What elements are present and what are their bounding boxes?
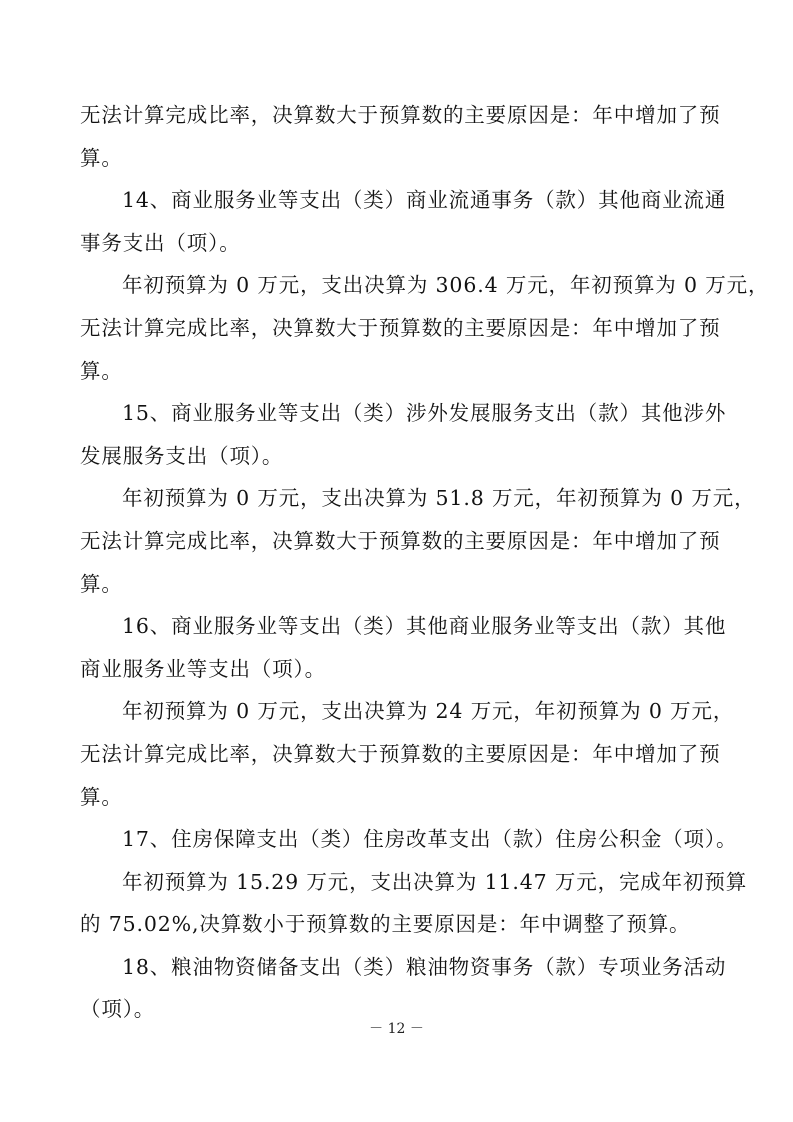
page-number: － 12 － [369, 1021, 424, 1037]
text-line: （项）。 [80, 997, 156, 1022]
text-line: 发展服务支出（项）。 [80, 443, 284, 468]
text-line: 无法计算完成比率，决算数大于预算数的主要原因是：年中增加了预 [80, 741, 721, 766]
text-line: 事务支出（项）。 [80, 230, 241, 255]
text-line: 年初预算为 0 万元，支出决算为 24 万元，年初预算为 0 万元， [122, 699, 735, 724]
text-line: 算。 [80, 784, 123, 809]
item-heading-18: 18、粮油物资储备支出（类）粮油物资事务（款）专项业务活动 [122, 954, 727, 979]
document-body [80, 94, 770, 1031]
text-line: 年初预算为 15.29 万元，支出决算为 11.47 万元，完成年初预算 [122, 869, 748, 894]
text-line: 无法计算完成比率，决算数大于预算数的主要原因是：年中增加了预 [80, 315, 721, 340]
text-line: 商业服务业等支出（项）。 [80, 656, 326, 681]
text-line: 无法计算完成比率，决算数大于预算数的主要原因是：年中增加了预 [80, 103, 721, 127]
text-line: 算。 [80, 571, 123, 596]
item-heading-14: 14、商业服务业等支出（类）商业流通事务（款）其他商业流通 [122, 188, 727, 213]
text-line: 算。 [80, 145, 123, 170]
text-line: 年初预算为 0 万元，支出决算为 51.8 万元，年初预算为 0 万元， [122, 486, 756, 511]
text-line: 无法计算完成比率，决算数大于预算数的主要原因是：年中增加了预 [80, 528, 721, 553]
text-line: 的 75.02%,决算数小于预算数的主要原因是：年中调整了预算。 [80, 912, 691, 937]
item-heading-17: 17、住房保障支出（类）住房改革支出（款）住房公积金（项）。 [122, 827, 738, 852]
text-line: 年初预算为 0 万元，支出决算为 306.4 万元，年初预算为 0 万元， [122, 273, 770, 298]
text-line: 算。 [80, 358, 123, 383]
item-heading-16: 16、商业服务业等支出（类）其他商业服务业等支出（款）其他 [122, 614, 727, 639]
item-heading-15: 15、商业服务业等支出（类）涉外发展服务支出（款）其他涉外 [122, 401, 727, 426]
